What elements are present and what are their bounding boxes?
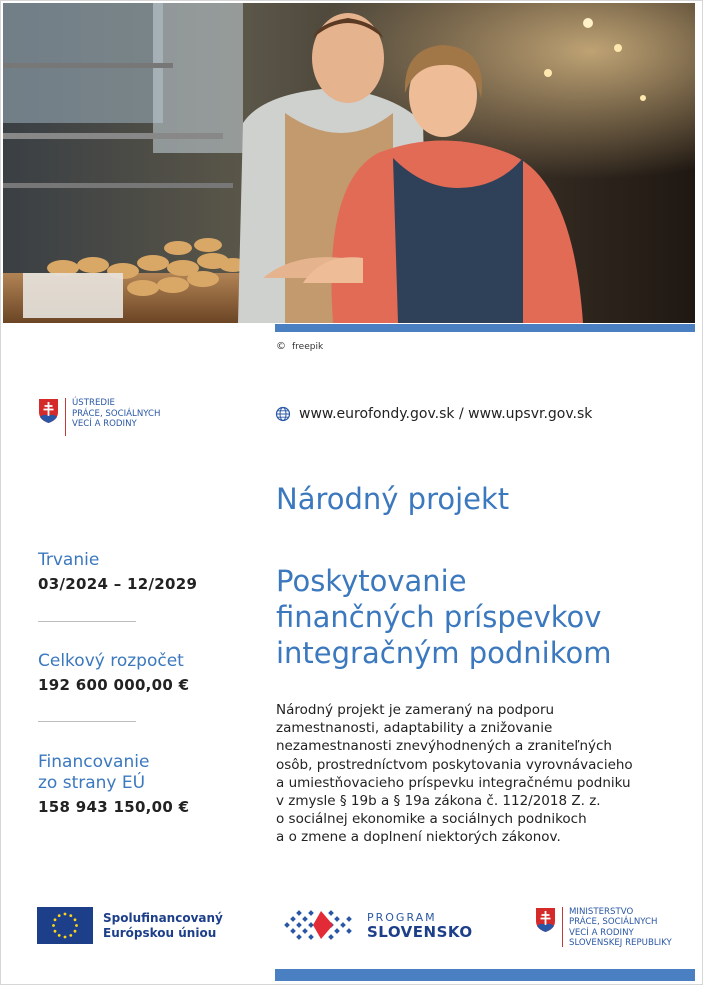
website-links[interactable] (275, 406, 592, 422)
copyright-icon: © (276, 341, 286, 352)
eu-cofunded-logo (37, 907, 223, 944)
ministry-logo (535, 907, 672, 948)
website-text[interactable]: www.eurofondy.gov.sk / www.upsvr.gov.sk (299, 406, 593, 422)
duration-label: Trvanie (38, 550, 100, 570)
bottom-accent-bar (275, 969, 695, 981)
program-slovensko-text (367, 912, 473, 941)
project-title-line: Poskytovanie (276, 564, 467, 598)
description-line: v zmysle § 19b a § 19a zákona č. 112/2018 Z. z. (276, 793, 601, 810)
program-slovensko-logo (283, 907, 473, 945)
eu-funding-block (38, 752, 189, 816)
slovak-crest-icon (38, 398, 59, 424)
photo-credit-text: freepik (292, 341, 324, 352)
project-title-line: finančných príspevkov (276, 600, 602, 634)
ministry-name (569, 907, 672, 948)
divider (38, 621, 136, 622)
project-title-line: integračným podnikom (276, 636, 612, 670)
eu-flag-icon (37, 907, 93, 944)
description-line: zamestnanosti, adaptability a znižovanie (276, 720, 553, 737)
eu-funding-label: Financovanie (38, 752, 150, 772)
ministry-line: MINISTERSTVO (569, 907, 634, 917)
description-line: osôb, prostredníctvom poskytovania vyrovnávacieho (276, 756, 633, 773)
hero-photo (3, 3, 695, 323)
eu-line: Európskou úniou (103, 925, 217, 940)
program-line: PROGRAM (367, 910, 437, 924)
program-slovensko-mark-icon (283, 907, 359, 945)
upsvr-line: PRÁCE, SOCIÁLNYCH (72, 408, 161, 419)
description-line: Národný projekt je zameraný na podporu (276, 702, 555, 718)
eu-cofunded-text (103, 911, 223, 941)
project-kicker: Národný projekt (276, 482, 510, 516)
description-line: o sociálnej ekonomike a sociálnych podnikoch (276, 811, 587, 828)
budget-block (38, 651, 189, 694)
description-line: a umiestňovacieho príspevku integračnému podniku (276, 774, 631, 791)
program-line: SLOVENSKO (367, 922, 473, 941)
ministry-line: VECÍ A RODINY (569, 927, 634, 938)
project-title (276, 563, 676, 671)
eu-funding-value: 158 943 150,00 € (38, 798, 190, 816)
eu-line: Spolufinancovaný (103, 910, 223, 925)
globe-icon (275, 406, 291, 422)
bakery-photo-illustration (3, 3, 695, 323)
description-line: nezamestnanosti znevýhodnených a zraniteľných (276, 738, 612, 755)
budget-value: 192 600 000,00 € (38, 676, 190, 694)
ministry-line: PRÁCE, SOCIÁLNYCH (569, 917, 658, 928)
ministry-separator (562, 907, 563, 947)
ministry-line: SLOVENSKEJ REPUBLIKY (569, 937, 672, 948)
top-accent-bar (275, 324, 695, 332)
eu-funding-label: zo strany EÚ (38, 773, 146, 793)
budget-label: Celkový rozpočet (38, 651, 184, 671)
divider (38, 721, 136, 722)
duration-block (38, 550, 197, 593)
slovak-crest-icon (535, 907, 556, 933)
duration-value: 03/2024 – 12/2029 (38, 575, 198, 593)
upsvr-name (72, 398, 161, 430)
project-description (276, 701, 676, 847)
upsvr-line: ÚSTREDIE (72, 398, 115, 408)
description-line: a o zmene a doplnení niektorých zákonov. (276, 829, 561, 846)
upsvr-line: VECÍ A RODINY (72, 419, 137, 429)
upsvr-logo (38, 398, 161, 436)
upsvr-separator (65, 398, 66, 436)
photo-credit (276, 341, 323, 352)
